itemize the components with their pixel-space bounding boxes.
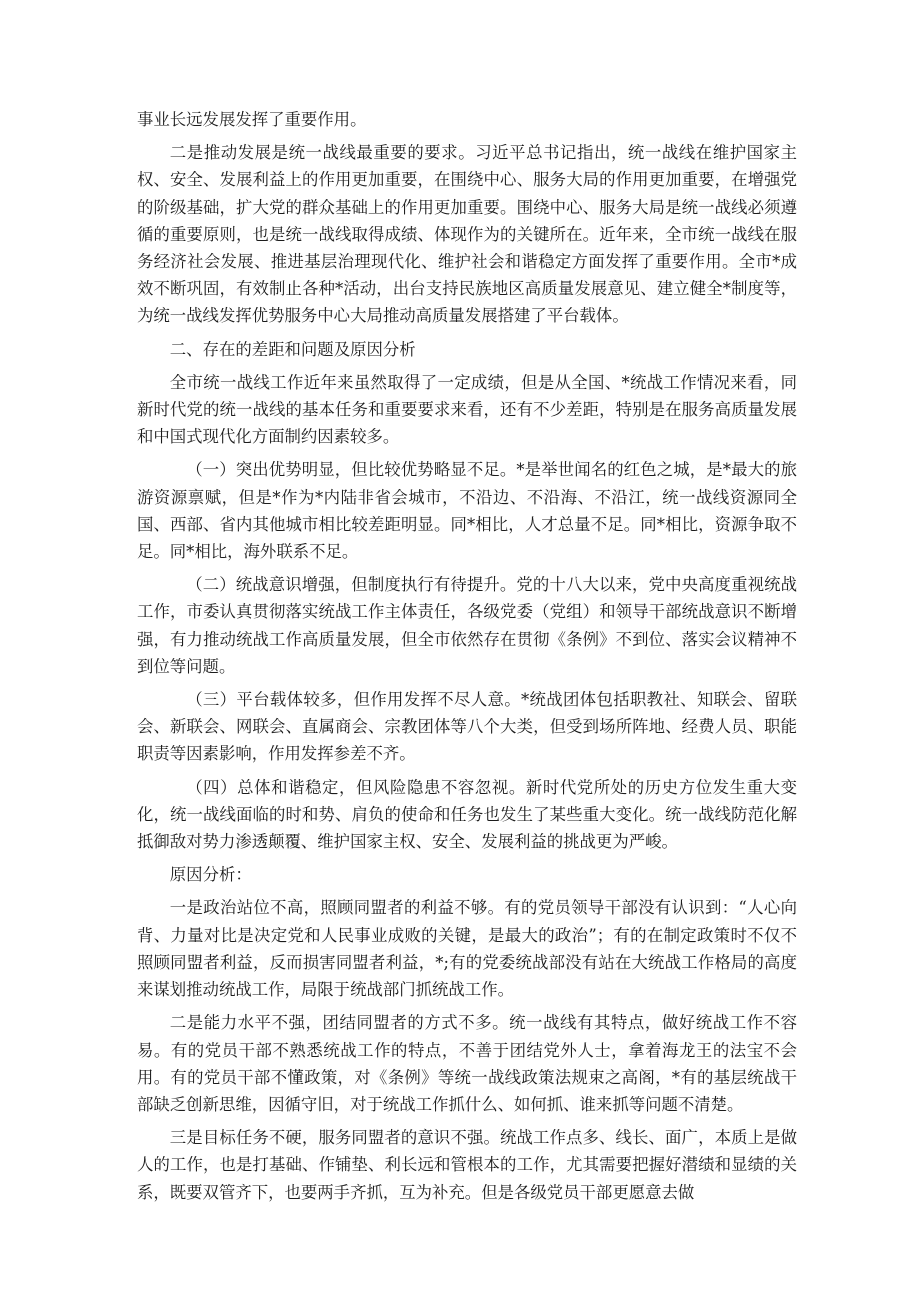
paragraph-promote-development: 二是推动发展是统一战线最重要的要求。习近平总书记指出，统一战线在维护国家主权、安全、发展利益上的作用更加重要，在围绕中心、服务大局的作用更加重要，在增强党的阶级基础，扩大党的群众基础上的作用更加重要。围绕中心、服务大局是统一战线必须遵循的重要原则，也是统一战线取得成绩、体现作为的关键所在。近年来，全市统一战线在服务经济社会发展、推进基层治理现代化、维护社会和谐稳定方面发挥了重要作用。全市*成效不断巩固，有效制止各种*活动，出台支持民族地区高质量发展意见、建立健全*制度等，为统一战线发挥优势服务中心大局推动高质量发展搭建了平台载体。	[137, 143, 797, 326]
paragraph-item-3: （三）平台载体较多，但作用发挥不尽人意。*统战团体包括职教社、知联会、留联会、新联会、网联会、直属商会、宗教团体等八个大类，但受到场所阵地、经费人员、职能职责等因素影响，作用发挥参差不齐。	[137, 690, 797, 764]
paragraph-cause-1: 一是政治站位不高，照顾同盟者的利益不够。有的党员领导干部没有认识到：“人心向背、力量对比是决定党和人民事业成败的关键，是最大的政治”；有的在制定政策时不仅不照顾同盟者利益，反而损害同盟者利益，*;有的党委统战部没有站在大统战工作格局的高度来谋划推动统战工作，局限于统战部门抓统战工作。	[137, 898, 797, 1000]
document-body	[137, 106, 797, 1212]
subheading-cause-analysis: 原因分析：	[169, 865, 252, 885]
paragraph-continuation: 事业长远发展发挥了重要作用。	[137, 110, 367, 129]
paragraph-gaps-intro: 全市统一战线工作近年来虽然取得了一定成绩，但是从全国、*统战工作情况来看，同新时代党的统一战线的基本任务和重要要求来看，还有不少差距，特别是在服务高质量发展和中国式现代化方面制约因素较多。	[137, 372, 797, 447]
paragraph-item-2: （二）统战意识增强，但制度执行有待提升。党的十八大以来，党中央高度重视统战工作，市委认真贯彻落实统战工作主体责任，各级党委（党组）和领导干部统战意识不断增强，有力推动统战工作高质量发展，但全市依然存在贯彻《条例》不到位、落实会议精神不到位等问题。	[137, 575, 797, 676]
paragraph-item-1: （一）突出优势明显，但比较优势略显不足。*是举世闻名的红色之城，是*最大的旅游资源禀赋，但是*作为*内陆非省会城市，不沿边、不沿海、不沿江，统一战线资源同全国、西部、省内其他城市相比较差距明显。同*相比，人才总量不足。同*相比，资源争取不足。同*相比，海外联系不足。	[137, 460, 797, 562]
section-heading-gaps-problems: 二、存在的差距和问题及原因分析	[169, 339, 416, 359]
paragraph-cause-3: 三是目标任务不硬，服务同盟者的意识不强。统战工作点多、线长、面广，本质上是做人的工作，也是打基础、作铺垫、利长远和管根本的工作，尤其需要把握好潜绩和显绩的关系，既要双管齐下，也要两手齐抓，互为补充。但是各级党员干部更愿意去做	[137, 1128, 797, 1202]
paragraph-cause-2: 二是能力水平不强，团结同盟者的方式不多。统一战线有其特点，做好统战工作不容易。有的党员干部不熟悉统战工作的特点，不善于团结党外人士，拿着海龙王的法宝不会用。有的党员干部不懂政策，对《条例》等统一战线政策法规束之高阁，*有的基层统战干部缺乏创新思维，因循守旧，对于统战工作抓什么、如何抓、谁来抓等问题不清楚。	[137, 1013, 797, 1114]
paragraph-item-4: （四）总体和谐稳定，但风险隐患不容忽视。新时代党所处的历史方位发生重大变化，统一战线面临的时和势、肩负的使命和任务也发生了某些重大变化。统一战线防范化解抵御敌对势力渗透颠覆、维护国家主权、安全、发展利益的挑战更为严峻。	[137, 777, 797, 852]
